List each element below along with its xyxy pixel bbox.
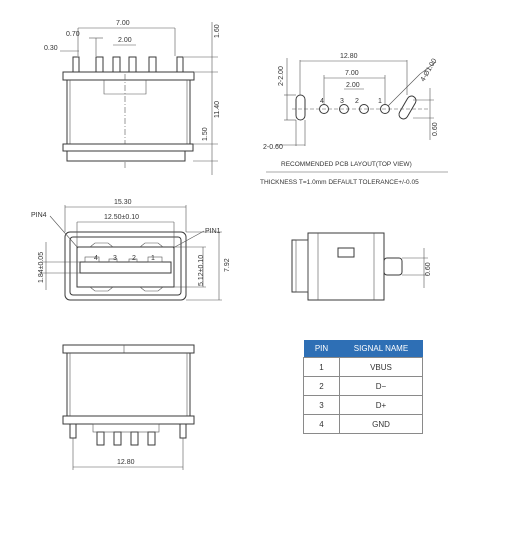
- pcb-note: THICKNESS T=1.0mm DEFAULT TOLERANCE+/-0.05: [260, 179, 419, 186]
- bottom-leg: [180, 424, 186, 438]
- pcb-pin-number: 4: [320, 98, 324, 105]
- right-window: [338, 248, 354, 257]
- pcb-dim-slot-width: 2-0.60: [263, 144, 283, 151]
- side-pin: [129, 57, 136, 74]
- bottom-pin: [148, 432, 155, 445]
- bottom-pin: [131, 432, 138, 445]
- front-tongue: [80, 262, 171, 273]
- table-row: [304, 396, 423, 415]
- dim-pin-pitch: 2.00: [118, 37, 132, 44]
- pcb-title: RECOMMENDED PCB LAYOUT(TOP VIEW): [281, 161, 412, 168]
- front-pin-number: 1: [151, 255, 155, 262]
- pcb-pin-number: 2: [355, 98, 359, 105]
- side-flange: [63, 72, 194, 80]
- slot-pad-right: [397, 94, 417, 120]
- bottom-dim-width: 12.80: [117, 459, 135, 466]
- pcb-layout: [260, 53, 448, 186]
- side-tab: [73, 57, 79, 74]
- bottom-body: [67, 353, 190, 416]
- dim-offset: 0.30: [44, 45, 58, 52]
- bottom-view: [63, 345, 194, 470]
- bottom-base: [63, 416, 194, 424]
- pcb-dim-pitch: 2.00: [346, 82, 360, 89]
- side-view: [44, 20, 221, 175]
- front-dim-height-inner: 5.12±0.10: [198, 254, 205, 286]
- dim-width-top: 7.00: [116, 20, 130, 27]
- front-pin-number: 3: [113, 255, 117, 262]
- front-dim-height-total: 7.92: [224, 258, 231, 272]
- side-foot: [67, 151, 185, 161]
- signal-name-cell: GND: [340, 415, 423, 434]
- pcb-pin-number: 3: [340, 98, 344, 105]
- side-pin: [149, 57, 156, 74]
- pcb-dim-slot-height: 2-2.00: [278, 66, 285, 86]
- pcb-dim-overall: 12.80: [340, 53, 358, 60]
- header-signal-name: SIGNAL NAME: [340, 340, 423, 358]
- pin-number-cell: 3: [304, 396, 340, 415]
- dim-foot-height: 1.50: [202, 127, 209, 141]
- pcb-dim-hole-dia: 4-Ø1.00: [419, 57, 439, 83]
- right-view: [292, 233, 432, 300]
- pcb-dim-pad-offset: 0.60: [432, 122, 439, 136]
- signal-name-cell: D−: [340, 377, 423, 396]
- slot-pad-left: [296, 95, 305, 120]
- table-row: [304, 358, 423, 377]
- front-dim-overall-width: 15.30: [114, 199, 132, 206]
- signal-name-cell: VBUS: [340, 358, 423, 377]
- side-pin: [96, 57, 103, 74]
- side-tab: [177, 57, 183, 74]
- dim-top-height: 1.60: [214, 24, 221, 38]
- side-pin: [113, 57, 120, 74]
- right-flange: [292, 240, 308, 292]
- dim-pin-width: 0.70: [66, 31, 80, 38]
- pin-table: [303, 340, 423, 434]
- pin-table-header: [304, 340, 423, 358]
- pin-number-cell: 4: [304, 415, 340, 434]
- label-pin1: PIN1: [205, 228, 221, 235]
- right-body: [308, 233, 384, 300]
- bottom-pin: [114, 432, 121, 445]
- pcb-pin-number: 1: [378, 98, 382, 105]
- header-pin: PIN: [304, 340, 340, 358]
- front-pin-number: 2: [132, 255, 136, 262]
- side-base: [63, 144, 193, 151]
- bottom-flange: [63, 345, 194, 353]
- table-row: [304, 415, 423, 434]
- pcb-dim-pin-span: 7.00: [345, 70, 359, 77]
- right-pin: [384, 258, 402, 275]
- signal-name-cell: D+: [340, 396, 423, 415]
- table-row: [304, 377, 423, 396]
- bottom-pin: [97, 432, 104, 445]
- front-view: [31, 199, 231, 300]
- pin-number-cell: 2: [304, 377, 340, 396]
- bottom-leg: [70, 424, 76, 438]
- dim-body-height: 11.40: [214, 101, 221, 118]
- pin-number-cell: 1: [304, 358, 340, 377]
- front-dim-height-left: 1.84±0.05: [38, 251, 45, 283]
- front-dim-inner-width: 12.50±0.10: [104, 214, 139, 221]
- front-pin-number: 4: [94, 255, 98, 262]
- side-body: [67, 80, 190, 144]
- right-dim-pin-offset: 0.60: [425, 262, 432, 276]
- label-pin4: PIN4: [31, 212, 47, 219]
